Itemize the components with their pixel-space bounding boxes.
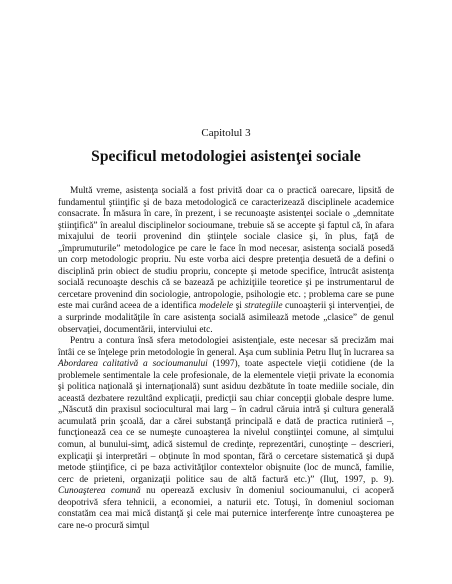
text-segment: Multă vreme, asistenţa socială a fost privită doar ca o practică oarecare, lipsită de fundamentul ştiinţific şi de baza metodologică ce caracterizează disciplinele academice consacrate. În măsura în care, în prezent, i se recunoaşte asistenţei sociale o „demnitate ştiinţifică” în arealul disciplinelor socioumane, trebuie să se accepte şi faptul că, în afara mixajului de teorii provenind din ştiinţele sociale clasice şi, în plus, faţă de „împrumuturile” metodologice pe care le face în mod necesar, asistenţa socială posedă un corp metodologic propriu. Nu este vorba aici despre pretenţia desuetă de a defini o disciplină prin obiect de studiu propriu, concepte şi metode specifice, întrucât asistenţa socială recunoaşte deschis că se bazează pe achiziţiile teoretice şi pe instrumentarul de cercetare provenind din sociologie, antropologie, psihologie etc. ; problema care se pune este mai curând aceea de a identifica <box>58 186 394 312</box>
text-segment: Pentru a contura însă sfera metodologiei asistenţiale, este necesar să precizăm mai întâi ce se înţelege prin metodologie în general. Aşa cum sublinia Petru Iluţ în lucrarea sa <box>58 336 394 358</box>
paragraph-1 <box>58 186 394 336</box>
paragraph-2 <box>58 336 394 532</box>
text-segment: cunoaşterii şi intervenţiei, de a surprinde modalităţile în care asistenţa socială asimilează metode „clasice” de genul observaţiei, documentării, interviului etc. <box>58 301 394 335</box>
chapter-title: Specificul metodologiei asistenţei sociale <box>91 148 361 165</box>
text-segment: (1997), toate aspectele vieţii cotidiene (de la problemele sentimentale la cele profesionale, de la elementele vieţii private la economia şi politica naţională şi internaţională) sunt asiduu dezbătute în toate mediile sociale, din această dezbatere rezultând explicaţii, predicţii sau chiar concepţii globale despre lume. „Născută din praxisul sociocultural mai larg – în cadrul căruia intră şi cultura generală acumulată prin şcoală, dar a cărei substanţă principală e dată de practica rutinieră –, funcţionează cea ce se numeşte cunoaşterea la nivelul conştiinţei comune, al simţului comun, al bunului-simţ, adică sistemul de credinţe, reprezentări, cunoştinţe – descrieri, explicaţii şi interpretări – obţinute în mod spontan, fără o cercetare sistematică şi după metode ştiinţifice, ci pe baza activităţilor contextelor obişnuite (loc de muncă, familie, cerc de prieteni, organizaţii politice sau de altă factură etc.)” (Iluţ, 1997, p. 9). <box>58 359 394 485</box>
text-segment: şi <box>233 301 245 312</box>
italic-term: Cunoaşterea comună <box>58 486 141 497</box>
chapter-label: Capitolul 3 <box>201 127 251 139</box>
text-segment: nu operează exclusiv în domeniul socioumanului, ci acoperă deopotrivă sfera tehnicii, a economiei, a naturii etc. Totuşi, în domeniul socioman constatăm cea mai mică distanţă şi cele mai puternice interferenţe între cunoaşterea pe care ne-o procură simţul <box>58 486 394 531</box>
italic-term: strategiile <box>244 301 283 312</box>
italic-book-title: Abordarea calitativă a socioumanului <box>58 359 208 370</box>
body-text <box>58 186 394 532</box>
italic-term: modelele <box>199 301 234 312</box>
